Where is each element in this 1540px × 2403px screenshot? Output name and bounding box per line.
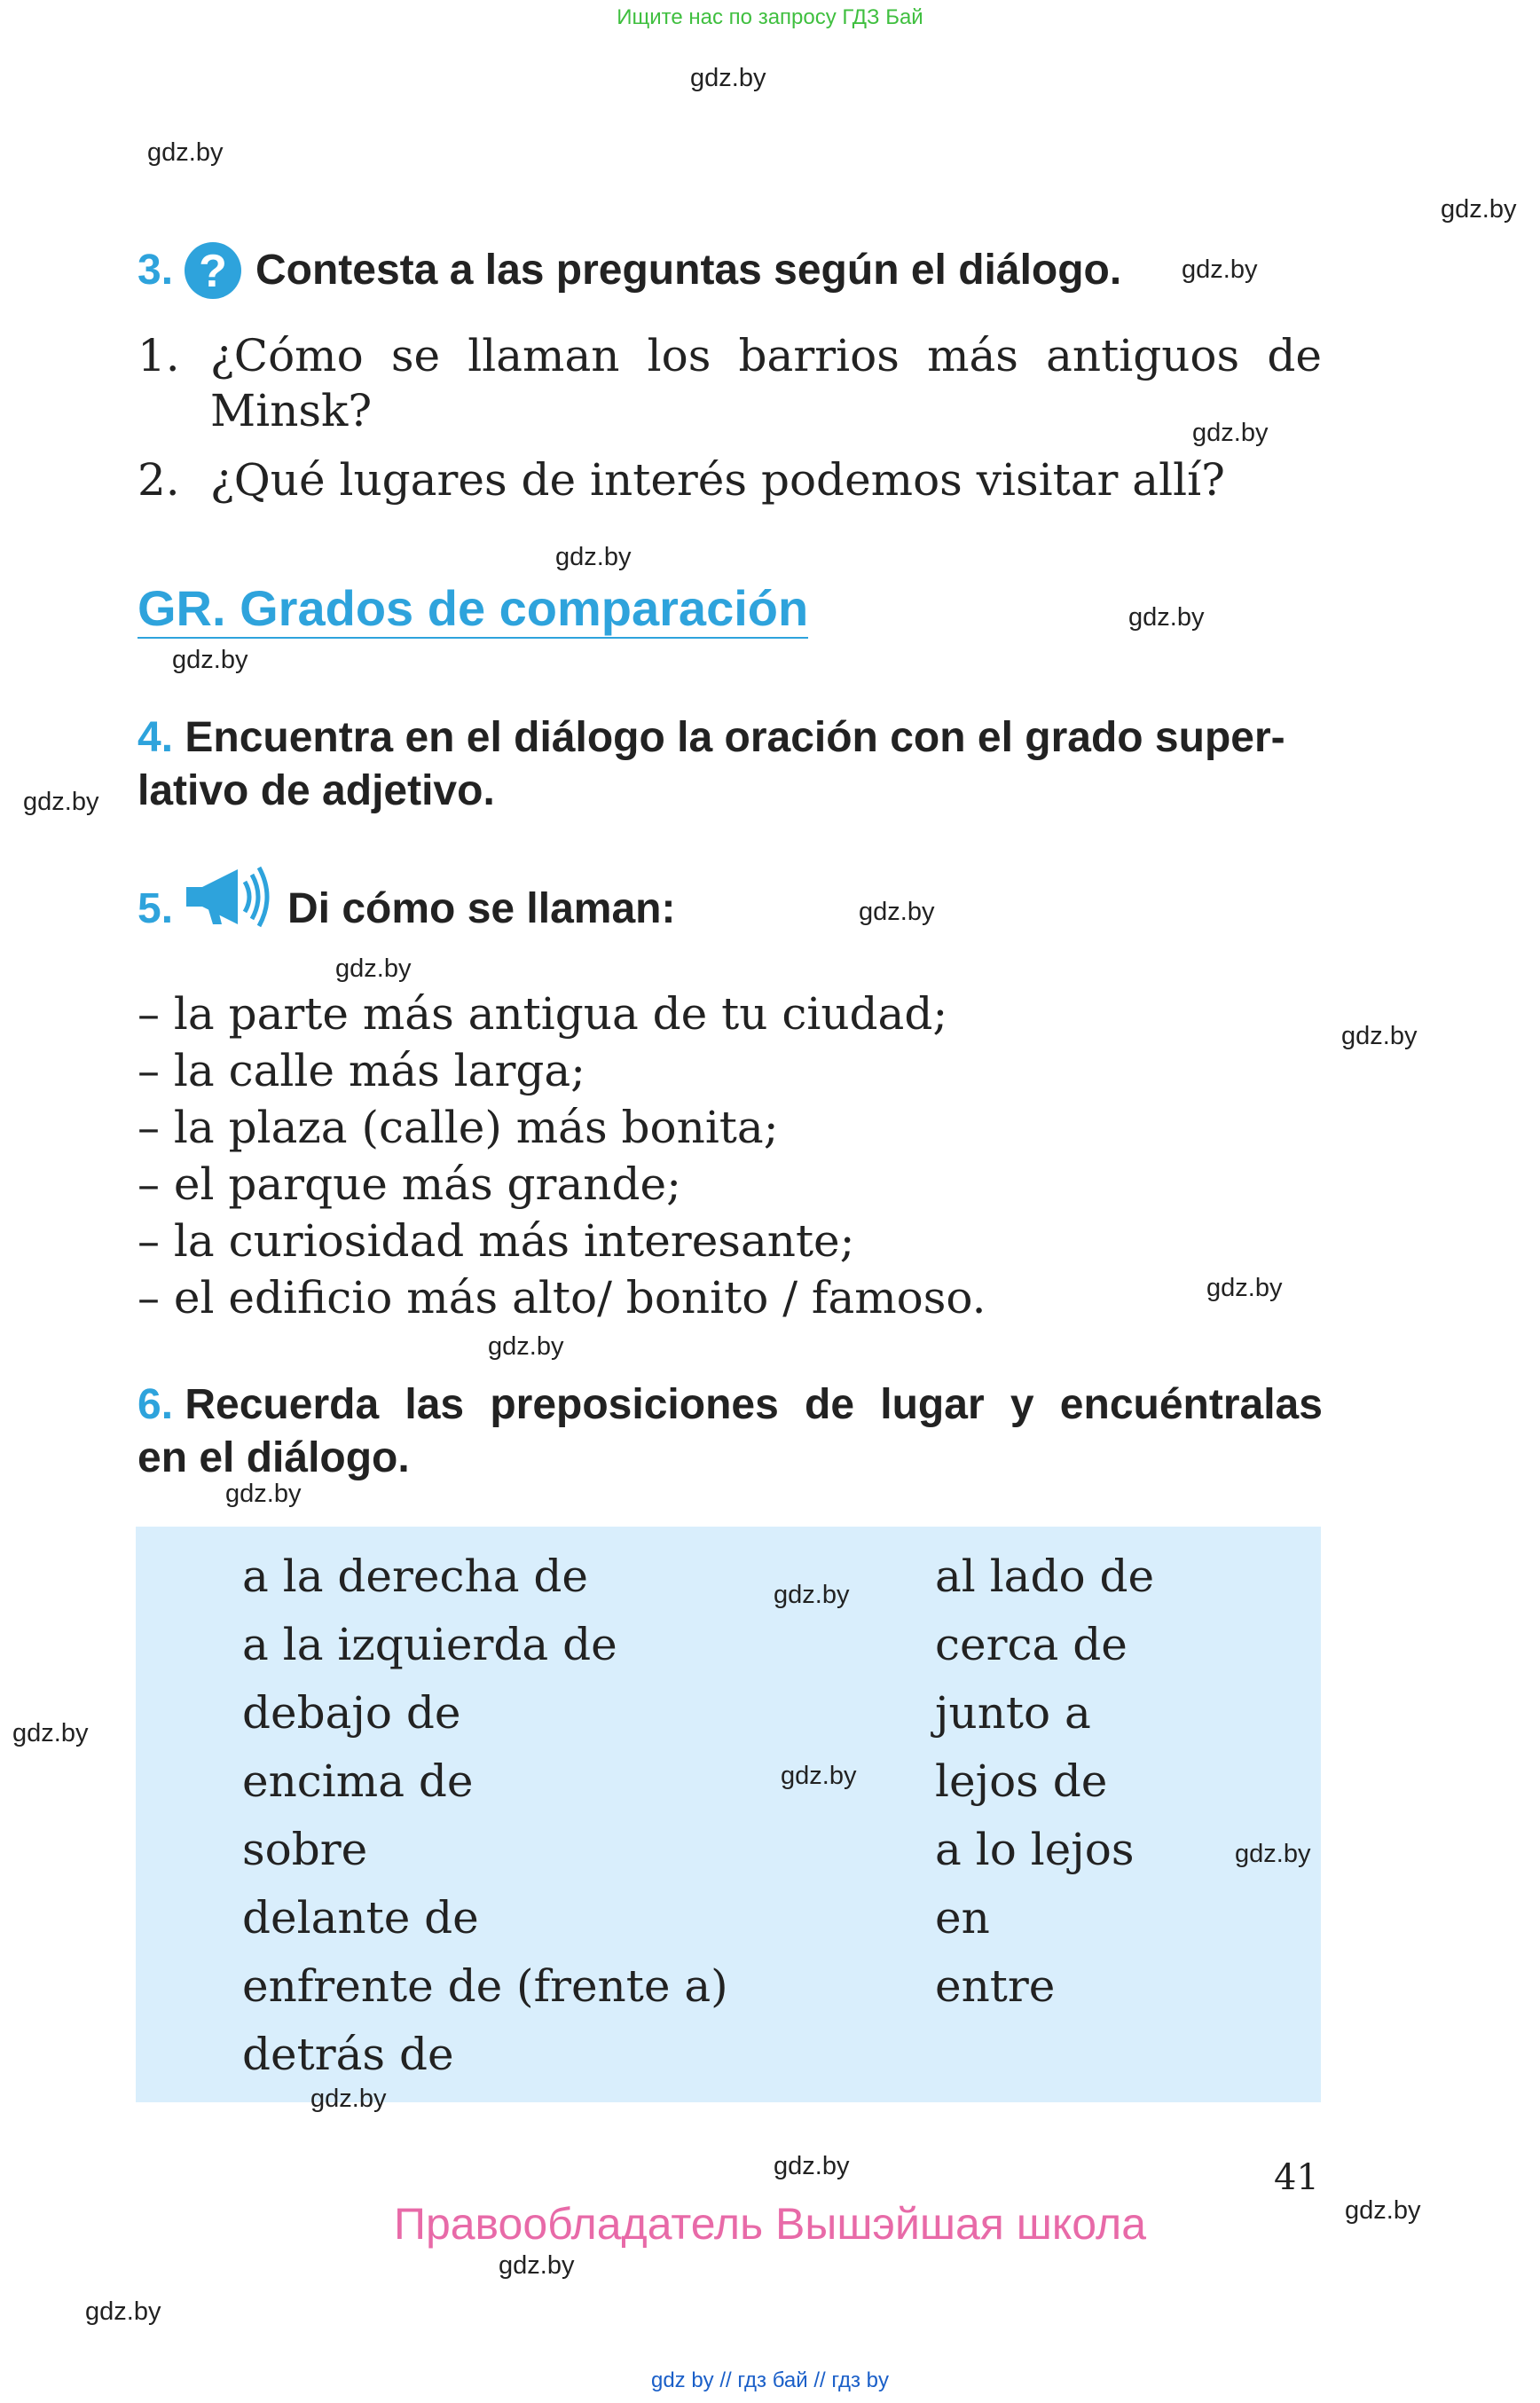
preposition-left: enfrente de (frente a) (242, 1960, 728, 2012)
word: los (647, 330, 711, 381)
word: encuéntralas (1059, 1381, 1323, 1428)
copyright-footer: Правообладатель Вышэйшая школа (394, 2199, 1146, 2249)
watermark: gdz.by (1206, 1274, 1283, 1302)
exercise-4-line-1: 4. Encuentra en el diálogo la oración con el grado super- (138, 714, 1285, 761)
word: de (805, 1381, 855, 1428)
preposition-right: entre (935, 1960, 1056, 2012)
watermark: gdz.by (1235, 1840, 1311, 1868)
watermark: gdz.by (1345, 2196, 1421, 2225)
top-banner: Ищите нас по запросу ГДЗ Бай (617, 5, 923, 29)
exercise-4-line-2: lativo de adjetivo. (138, 767, 495, 814)
watermark: gdz.by (774, 1581, 850, 1609)
word: ¿Cómo (210, 330, 364, 381)
word: preposiciones (490, 1381, 779, 1428)
preposition-right: lejos de (935, 1755, 1108, 1807)
watermark: gdz.by (774, 2152, 850, 2180)
watermark: gdz.by (1192, 419, 1269, 447)
exercise-6-line-1 (138, 1380, 1323, 1429)
preposition-left: sobre (242, 1824, 368, 1875)
question-2: 2. ¿Qué lugares de interés podemos visitar allí? (138, 454, 1225, 506)
preposition-right: en (935, 1892, 990, 1944)
watermark: gdz.by (781, 1762, 857, 1790)
watermark: gdz.by (335, 954, 412, 983)
watermark: gdz.by (85, 2297, 161, 2326)
question-1-number: 1. (138, 330, 180, 381)
word: de (1267, 330, 1322, 381)
svg-text:?: ? (199, 246, 227, 297)
preposition-left: a la izquierda de (242, 1619, 617, 1670)
list-item: – la calle más larga; (138, 1045, 586, 1096)
preposition-right: cerca de (935, 1619, 1128, 1670)
list-item: – el parque más grande; (138, 1158, 681, 1210)
watermark: gdz.by (555, 543, 632, 571)
word: las (405, 1381, 465, 1428)
watermark: gdz.by (1182, 255, 1258, 284)
question-1-continuation: Minsk? (210, 385, 373, 436)
word: antiguos (1046, 330, 1240, 381)
watermark: gdz.by (1341, 1022, 1418, 1050)
watermark: gdz.by (310, 2085, 387, 2113)
word: 6. Recuerda (138, 1381, 380, 1428)
page-number: 41 (1274, 2157, 1319, 2198)
question-icon (183, 240, 243, 301)
watermark: gdz.by (225, 1480, 302, 1508)
watermark: gdz.by (147, 138, 224, 167)
word: se (390, 330, 441, 381)
word: llaman (468, 330, 620, 381)
word: barrios (738, 330, 900, 381)
preposition-right: al lado de (935, 1551, 1155, 1602)
list-item: – la parte más antigua de tu ciudad; (138, 988, 948, 1040)
preposition-left: detrás de (242, 2029, 454, 2080)
watermark: gdz.by (1441, 195, 1517, 224)
watermark: gdz.by (690, 64, 766, 92)
watermark: gdz.by (488, 1332, 564, 1361)
watermark: gdz.by (172, 646, 248, 674)
watermark: gdz.by (499, 2251, 575, 2280)
word: lugar (880, 1381, 985, 1428)
preposition-left: encima de (242, 1755, 474, 1807)
preposition-left: debajo de (242, 1687, 461, 1739)
exercise-3-number: 3. (138, 247, 174, 294)
watermark: gdz.by (12, 1719, 89, 1747)
watermark: gdz.by (859, 898, 935, 926)
exercise-5-number: 5. (138, 885, 174, 932)
word: más (927, 330, 1018, 381)
speaker-icon (183, 860, 271, 931)
exercise-6-line-2: en el diálogo. (138, 1434, 410, 1481)
list-item: – la curiosidad más interesante; (138, 1215, 855, 1267)
list-item: – la plaza (calle) más bonita; (138, 1102, 779, 1153)
watermark: gdz.by (1128, 603, 1205, 632)
word: y (1010, 1381, 1034, 1428)
preposition-left: delante de (242, 1892, 479, 1944)
watermark: gdz.by (23, 788, 99, 816)
list-item: – el edificio más alto/ bonito / famoso. (138, 1272, 986, 1323)
preposition-right: a lo lejos (935, 1824, 1135, 1875)
preposition-right: junto a (935, 1687, 1091, 1739)
question-1-line (210, 330, 1322, 381)
exercise-5-title: Di cómo se llaman: (287, 885, 676, 932)
bottom-links[interactable]: gdz by // гдз бай // гдз by (650, 2368, 890, 2392)
grammar-heading: GR. Grados de comparación (138, 580, 808, 639)
prepositions-box (136, 1527, 1321, 2102)
exercise-3-title: Contesta a las preguntas según el diálogo. (255, 247, 1122, 294)
preposition-left: a la derecha de (242, 1551, 588, 1602)
